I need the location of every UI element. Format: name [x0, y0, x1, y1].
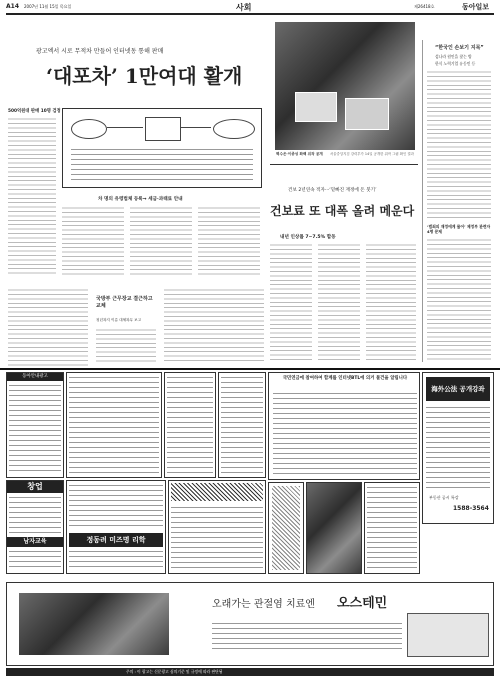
startup-ad	[6, 480, 64, 574]
health-headline: 건보료 또 대폭 올려 메운다	[270, 204, 415, 218]
text-ad	[218, 372, 266, 478]
classified-ads	[6, 372, 64, 478]
top-story-kicker: 광고엑서 시로 무적차 만들어 인터넷동 통해 판매	[36, 48, 164, 55]
brief-body	[96, 328, 156, 364]
column-title: “한국인 손보기 지목”	[435, 45, 484, 51]
top-story	[6, 40, 266, 280]
startup-title: 창업	[7, 481, 63, 493]
top-story-body-col2	[130, 206, 192, 278]
phone-ads	[66, 372, 162, 478]
lecture-ad-title: 海外公法 공개강좌	[426, 377, 490, 401]
page-number: A14	[6, 3, 19, 10]
banner-slogan: 오래가는 관절염 치료엔	[212, 599, 315, 610]
photo-caption: 서울중앙지검 강력부가 14일 공개한 위작 그림 확인 결과	[330, 152, 414, 156]
lecture-ad	[422, 372, 494, 524]
realestate-ads	[164, 372, 216, 478]
brief-title: 국방부 근무장교 결근하고 교체	[96, 296, 153, 309]
column-body2	[427, 238, 491, 360]
photo-caption-bold: 벽수은·이종성 화백 위작 공개	[276, 152, 323, 156]
column-body	[427, 70, 491, 220]
footer-bar	[6, 668, 494, 676]
column-sub2: 한식 노력기업 유동민 등	[435, 61, 476, 66]
clinic-headline: 정동려 미즈명 리학	[69, 533, 163, 547]
banner-product-image	[19, 593, 169, 655]
flow-diagram	[62, 108, 262, 188]
banner-brand: 오스테민	[337, 596, 388, 611]
forgery-photo	[275, 22, 415, 150]
bank-label: 부동산 공시 특강	[429, 495, 459, 500]
btl-notice	[268, 372, 420, 480]
health-body-col3	[366, 243, 416, 363]
top-story-sidebar-title: 500억원대 판매 10명 검정	[8, 109, 61, 114]
issue-number: 제26418호	[414, 4, 435, 9]
health-subhead: 내년 인상률 7~7.5% 합동	[280, 235, 336, 240]
health-body-col2	[318, 243, 360, 363]
classified-title: 동아안내광고	[7, 373, 63, 381]
calligraphy-ad	[268, 482, 304, 574]
lower-left-text	[8, 288, 88, 366]
market-ad	[168, 480, 266, 574]
banner-box	[407, 613, 489, 657]
health-body-col1	[270, 243, 312, 363]
product-ad	[364, 482, 420, 574]
clinic-ad	[66, 480, 166, 574]
top-story-body-col3	[198, 206, 260, 278]
right-column	[422, 40, 495, 362]
education-title: 남자교육	[7, 537, 63, 547]
masthead	[6, 3, 494, 15]
top-story-headline: ‘대포차’ 1만여대 활개	[46, 64, 243, 88]
column-sub: 섬나라 원인을 찾는 방	[435, 54, 472, 59]
date: 2007년 11월 15일 목요일	[24, 4, 72, 9]
footer-note: 주의 : 이 광고는 신문광고 심의기준 및 규정에 따라 판단됨	[126, 669, 223, 674]
bank-phone: 1588-3564	[453, 505, 489, 512]
section-title: 사회	[236, 3, 252, 12]
top-story-caption: 차 명의 유령법체 등록→ 세금·과태료 안내	[98, 197, 183, 202]
bottom-banner	[6, 582, 494, 666]
health-kicker: 건보 2년연속 적자···‘밑빠진 재정에 돈 붓기’	[288, 188, 377, 193]
top-story-body-col1	[62, 206, 124, 278]
newspaper-logo: 동아일보	[462, 2, 490, 11]
lower-mid-text	[164, 288, 264, 364]
column-title2: ‘범죄의 재정에게 물어’ 제정부 관련자 4명 문제	[427, 224, 491, 234]
portrait-ad	[306, 482, 362, 574]
btl-notice-title: 국민연금에 참여하여 합계를 인터넷BTL에 의거 물건을 알립니다	[282, 376, 408, 381]
top-story-body-left	[8, 117, 56, 277]
brief-sub: 청년복지 이름 대체복무 보고	[96, 318, 142, 322]
